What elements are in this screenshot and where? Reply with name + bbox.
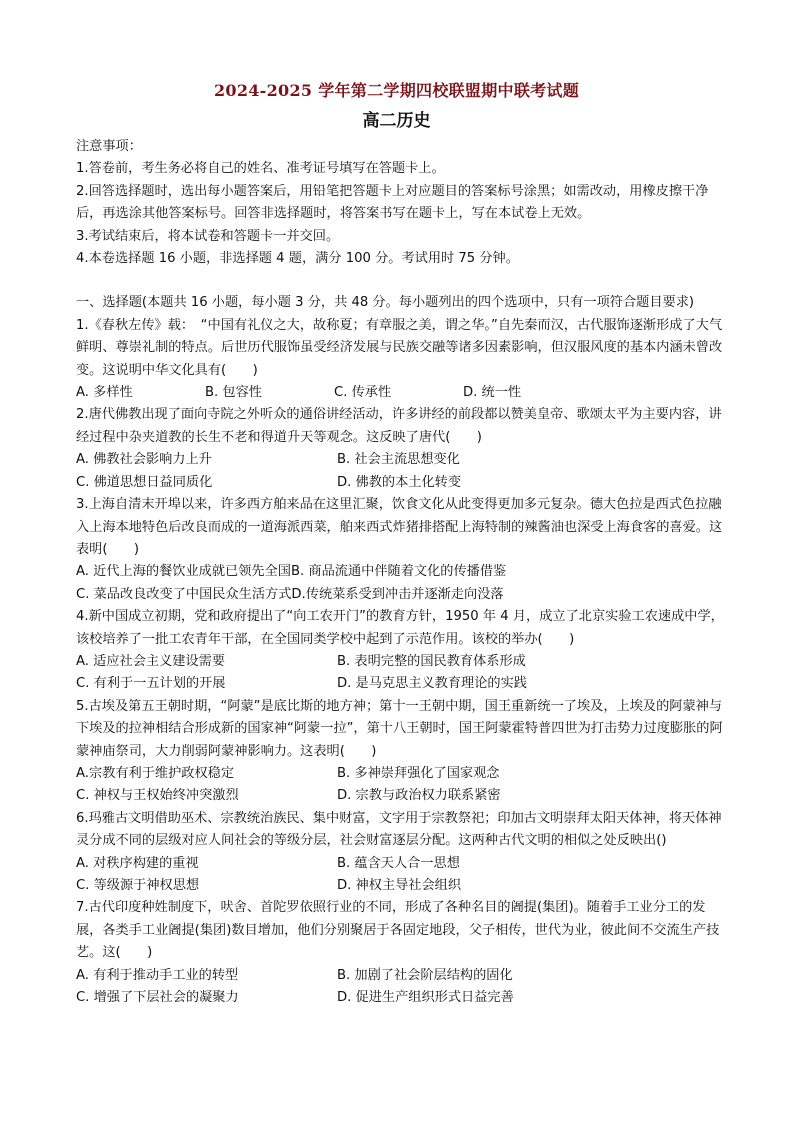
note-item: 1.答卷前，考生务必将自己的姓名、准考证号填写在答题卡上。 (76, 161, 445, 177)
option-c: C. 增强了下层社会的凝聚力 (76, 990, 239, 1006)
option-d: D. 神权主导社会组织 (337, 878, 462, 893)
question-options (76, 785, 726, 807)
option-b: B. 加剧了社会阶层结构的固化 (337, 967, 513, 983)
question-options (76, 651, 726, 673)
section-heading: 一、选择题(本题共 16 小题，每小题 3 分，共 48 分。每小题列出的四个选项中，只有一项符合题目要求) (76, 295, 695, 311)
option-b: B. 蕴含天人合一思想 (337, 855, 460, 871)
option-d: D. 统一性 (463, 385, 522, 401)
option-b: B. 商品流通中伴随着文化的传播借鉴 (290, 564, 507, 580)
question-stem: 1.《春秋左传》载： “中国有礼仪之大，故称夏；有章服之美，谓之华。”自先秦而汉，古代服饰逐渐形成了大气鲜明、尊崇礼制的特点。后世历代服饰虽受经济发展与民族交融等诸多因素影响，但汉服风度的基本内涵未曾改变。这说明中华文化具有( ) (76, 317, 723, 378)
question-options (76, 853, 726, 875)
option-d: D. 佛教的本土化转变 (337, 474, 462, 490)
question-stem: 4.新中国成立初期，党和政府提出了“向工农开门”的教育方针，1950 年 4 月，成立了北京实验工农速成中学，该校培养了一批工农青年干部，在全国同类学校中起到了示范作用。该校的举办( ) (76, 609, 724, 647)
option-c: C. 有利于一五计划的开展 (76, 676, 226, 692)
option-b: B. 包容性 (205, 385, 262, 401)
question-stem: 3.上海自清末开埠以来，许多西方舶来品在这里汇聚，饮食文化从此变得更加多元复杂。德大色拉是西式色拉融入上海本地特色后改良而成的一道海派西菜，舶来西式炸猪排搭配上海特制的辣酱油也深受上海食客的喜爱。这表明( ) (76, 497, 723, 557)
option-c: C. 等级源于神权思想 (76, 878, 200, 893)
option-c: C. 神权与王权始终冲突激烈 (76, 788, 239, 804)
exam-content (76, 136, 726, 1009)
option-d: D. 宗教与政治权力联系紧密 (337, 788, 501, 804)
question-options (76, 584, 726, 606)
note-item: 3.考试结束后，将本试卷和答题卡一并交回。 (76, 228, 340, 244)
question-options (76, 965, 726, 987)
option-a: A.宗教有利于维护政权稳定 (76, 765, 235, 781)
question-options (76, 561, 726, 583)
option-b: B. 多神崇拜强化了国家观念 (337, 765, 500, 781)
option-d: D. 是马克思主义教育理论的实践 (337, 676, 527, 692)
question-options (76, 472, 726, 494)
option-b: B. 社会主流思想变化 (337, 452, 460, 468)
note-item: 4.本卷选择题 16 小题，非选择题 4 题，满分 100 分。考试用时 75 分钟。 (76, 251, 519, 267)
option-d: D. 促进生产组织形式日益完善 (337, 990, 514, 1006)
option-c: C. 菜品改良改变了中国民众生活方式 (76, 586, 292, 602)
option-a: A. 对秩序构建的重视 (76, 855, 199, 871)
exam-title: 2024-2025 学年第二学期四校联盟期中联考试题 (213, 81, 580, 100)
option-a: A. 佛教社会影响力上升 (76, 452, 212, 468)
exam-subject: 高二历史 (362, 111, 431, 131)
option-b: B. 表明完整的国民教育体系形成 (337, 653, 526, 669)
option-c: C. 佛道思想日益同质化 (76, 474, 213, 490)
question-options (76, 875, 726, 897)
question-options (76, 382, 726, 404)
question-options (76, 449, 726, 471)
note-item: 2.回答选择题时，选出每小题答案后，用铅笔把答题卡上对应题目的答案标号涂黑；如需改动，用橡皮擦干净后，再选涂其他答案标号。回答非选择题时，将答案书写在题卡上，写在本试卷上无效。 (76, 183, 709, 222)
question-options (76, 673, 726, 695)
option-a: A. 多样性 (76, 385, 133, 401)
spacer (76, 270, 726, 292)
option-c: C. 传承性 (334, 385, 392, 401)
question-stem: 6.玛雅古文明借助巫术、宗教统治族民、集中财富，文字用于宗教祭祀；印加古文明崇拜太阳天体神，将天体神灵分成不同的层级对应人间社会的等级分层，社会财富逐层分配。这两种古代文明的相似之处反映出() (76, 810, 722, 849)
option-a: A. 适应社会主义建设需要 (76, 653, 226, 669)
question-options (76, 987, 726, 1009)
option-a: A. 有利于推动手工业的转型 (76, 967, 239, 983)
question-options (76, 763, 726, 785)
notes-heading: 注意事项： (76, 139, 142, 154)
question-stem: 2.唐代佛教出现了面向寺院之外听众的通俗讲经活动，许多讲经的前段都以赞美皇帝、歌颂太平为主要内容，讲经过程中杂夹道教的长生不老和得道升天等观念。这反映了唐代( ) (76, 407, 722, 445)
option-d: D.传统菜系受到冲击并逐渐走向没落 (291, 586, 504, 602)
question-stem: 5.古埃及第五王朝时期，“阿蒙”是底比斯的地方神；第十一王朝中期，国王重新统一了埃及，上埃及的阿蒙神与下埃及的拉神相结合形成新的国家神“阿蒙一拉”，第十八王朝时，国王阿蒙霍特普四世为打击势力过度膨胀的阿蒙神庙祭司，大力削弱阿蒙神影响力。这表明( ) (76, 698, 723, 759)
question-stem: 7.古代印度种姓制度下，吠舍、首陀罗依照行业的不同，形成了各种名目的阇提(集团)。随着手工业分工的发展，各类手工业阇提(集团)数目增加，他们分别聚居于各固定地段，父子相传，世代为业，彼此间不交流生产技艺。这( ) (76, 900, 720, 961)
option-a: A. 近代上海的餐饮业成就已领先全国 (76, 564, 291, 580)
